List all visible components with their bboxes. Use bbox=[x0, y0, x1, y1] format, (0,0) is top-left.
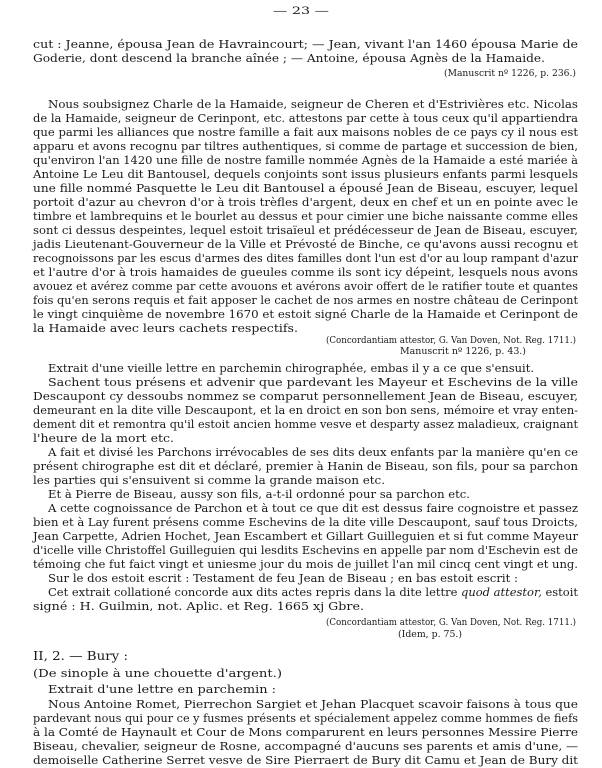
text-segment: estoit bbox=[541, 585, 578, 599]
text-line: recognoissons par les escus d'armes des dites familles dont l'un est d'or au loup rampant d'azur bbox=[33, 251, 578, 265]
text-line: dement dit et remontra qu'il estoit ancien homme vesve et desparty assez maladieux, craignant bbox=[33, 417, 578, 431]
italic-segment: quod attestor, bbox=[461, 585, 542, 599]
text-line: (De sinople à une chouette d'argent.) bbox=[33, 666, 282, 680]
text-segment: Cet extrait collationé concorde aux dits actes repris dans la dite lettre bbox=[48, 585, 462, 599]
text-line: Descaupont cy dessoubs nommez se comparut personnellement Jean de Biseau, escuyer, bbox=[33, 389, 578, 403]
text-line: portoit d'azur au chevron d'or à trois trèfles d'argent, deux en chef et un en pointe avec le bbox=[33, 195, 578, 209]
text-line: jadis Lieutenant-Gouverneur de la Ville et Prévosté de Binche, ce qu'avons aussi recognu et bbox=[33, 237, 578, 251]
text-line: la Hamaide avec leurs cachets respectifs. bbox=[33, 321, 298, 335]
text-line: Sur le dos estoit escrit : Testament de feu Jean de Biseau ; en bas estoit escrit : bbox=[48, 571, 518, 585]
text-line: Sachent tous présens et advenir que pardevant les Mayeur et Eschevins de la ville bbox=[48, 375, 578, 389]
text-line: témoing che fut faict vingt et uniesme jour du mois de juillet l'an mil cincq cent vingt et ung. bbox=[33, 557, 578, 571]
text-line: demeurant en la dite ville Descaupont, et la en droict en son bon sens, mémoire et vray enten- bbox=[33, 403, 578, 417]
text-line: Extrait d'une vieille lettre en parchemin chirographée, embas il y a ce que s'ensuit. bbox=[48, 361, 534, 375]
text-line: une fille nommé Pasquette le Leu dit Bantousel a épousé Jean de Biseau, escuyer, lequel bbox=[33, 181, 578, 195]
text-line: présent chirographe est dit et déclaré, premier à Hanin de Biseau, son fils, pour sa parchon bbox=[33, 459, 578, 473]
text-line: Goderie, dont descend la branche aînée ; — Antoine, épousa Agnès de la Hamaide. bbox=[33, 51, 545, 65]
text-line: à la Comté de Haynault et Cour de Mons comparurent en leurs personnes Messire Pierre bbox=[33, 725, 578, 739]
text-line: apparu et avons recognu par tiltres authentiques, si comme de partage et succession de bien, bbox=[33, 139, 578, 153]
citation: (Concordantiam attestor, G. Van Doven, Not. Reg. 1711.) bbox=[326, 618, 576, 628]
text-line: pardevant nous qui pour ce y fusmes présents et spécialement appelez comme hommes de fiefs bbox=[33, 711, 578, 725]
text-line: Nous Antoine Romet, Pierrechon Sargiet et Jehan Placquet scavoir faisons à tous que bbox=[48, 697, 578, 711]
page-number: — 23 — bbox=[273, 6, 329, 17]
text-line: fois qu'en serons requis et fait apposer le cachet de nos armes en nostre château de Cerinpont bbox=[33, 293, 578, 307]
text-line: demoiselle Catherine Serret vesve de Sire Pierraert de Bury dit Camu et Jean de Bury dit bbox=[33, 753, 578, 767]
text-line: le vingt cinquième de novembre 1670 et estoit signé Charle de la Hamaide et Cerinpont de bbox=[33, 307, 578, 321]
text-line-mixed bbox=[48, 586, 578, 598]
text-line: les parties qui s'ensuivent si comme la grande maison etc. bbox=[33, 473, 385, 487]
text-line: Et à Pierre de Biseau, aussy son fils, a-t-il ordonné pour sa parchon etc. bbox=[48, 487, 471, 501]
text-line: bien et à Lay furent présens comme Eschevins de la dite ville Descaupont, sauf tous Droicts, bbox=[33, 515, 578, 529]
text-line: Extrait d'une lettre en parchemin : bbox=[48, 682, 276, 696]
text-line: de la Hamaide, seigneur de Cerinpont, etc. attestons par cette à tous ceux qu'il appartiendra bbox=[33, 111, 578, 125]
text-line: qu'environ l'an 1420 une fille de nostre famille nommée Agnès de la Hamaide a esté mariée à bbox=[33, 153, 578, 167]
section-heading: II, 2. — Bury : bbox=[33, 649, 128, 663]
text-line: et l'autre d'or à trois hamaides de gueules comme ils sont icy dépeint, lesquels nous avons bbox=[33, 265, 578, 279]
text-line: d'icelle ville Christoffel Guilleguien qui lesdits Eschevins en appelle par nom d'Eschevin est de bbox=[33, 543, 578, 557]
text-line: Biseau, chevalier, seigneur de Rosne, accompagné d'aucuns ses parents et amis d'une, — bbox=[33, 739, 578, 753]
text-line: A cette cognoissance de Parchon et à tout ce que dit est dessus faire cognoistre et passez bbox=[48, 501, 578, 515]
citation: (Idem, p. 75.) bbox=[398, 630, 462, 640]
text-line: avouez et avérez comme par cette avouons et avérons avoir offert de le ratifier toute et quantes bbox=[33, 279, 578, 293]
citation: Manuscrit nº 1226, p. 43.) bbox=[400, 347, 526, 357]
text-line: Jean Carpette, Adrien Hochet, Jean Escambert et Gillart Guilleguien et si fut comme Mayeur bbox=[33, 529, 578, 543]
text-line: sont ci dessus despeintes, lequel estoit trisaïeul et prédécesseur de Jean de Biseau, escuyer, bbox=[33, 223, 578, 237]
text-line: l'heure de la mort etc. bbox=[33, 431, 174, 445]
text-line: signé : H. Guilmin, not. Aplic. et Reg. 1665 xj Gbre. bbox=[33, 599, 364, 613]
text-line: A fait et divisé les Parchons irrévocables de ses dits deux enfants par la manière qu'en ce bbox=[48, 445, 578, 459]
text-line: que parmi les alliances que nostre famille a fait aux maisons nobles de ce pays cy il nous est bbox=[33, 125, 578, 139]
text-line: timbre et lambrequins et le bourlet au dessus et pour cimier une biche naissante comme elles bbox=[33, 209, 578, 223]
text-line: Antoine Le Leu dit Bantousel, dequels conjoints sont issus plusieurs enfants parmi lesquels bbox=[33, 167, 578, 181]
citation: (Manuscrit nº 1226, p. 236.) bbox=[444, 69, 576, 79]
text-line: cut : Jeanne, épousa Jean de Havraincourt; — Jean, vivant l'an 1460 épousa Marie de bbox=[33, 37, 578, 51]
text-line: Nous soubsignez Charle de la Hamaide, seigneur de Cheren et d'Estrivières etc. Nicolas bbox=[48, 97, 578, 111]
citation: (Concordantiam attestor, G. Van Doven, Not. Reg. 1711.) bbox=[326, 336, 576, 346]
